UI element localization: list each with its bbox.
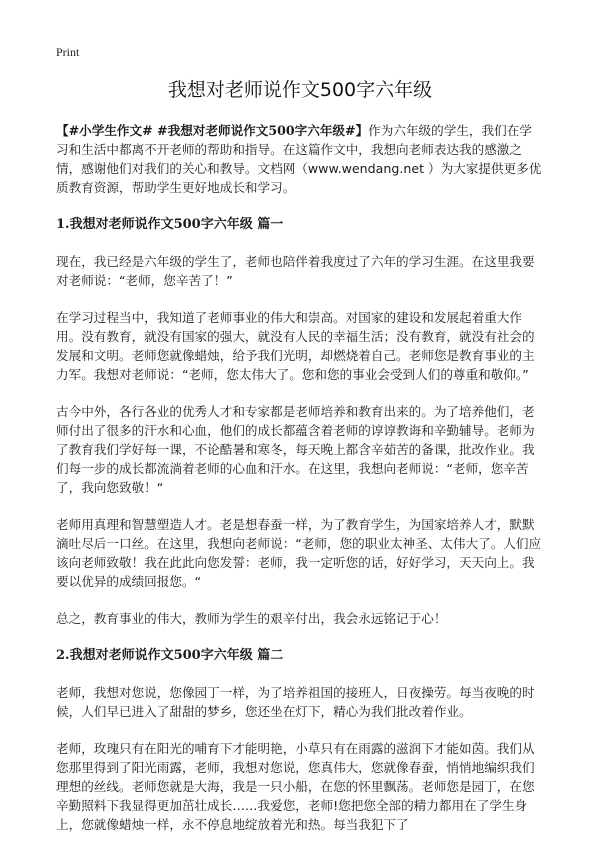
section-2-paragraph: 老师，我想对您说，您像园丁一样，为了培养祖国的接班人，日夜操劳。每当夜晚的时候，人们早已进入了甜甜的梦乡，您还坐在灯下，精心为我们批改着作业。 bbox=[56, 685, 535, 719]
section-1-paragraph: 古今中外，各行各业的优秀人才和专家都是老师培养和教育出来的。为了培养他们，老师付出了很多的汗水和心血，他们的成长都蕴含着老师的谆谆教诲和辛勤辅导。老师为了教育我们学好每一课，不论酷暑和寒冬，每天晚上都含辛茹苦的备课，批改作业。我们每一步的成长都流淌着老师的心血和汗水。在这里，我想向老师说：“老师，您辛苦了，我向您致敬！“ bbox=[56, 404, 535, 495]
article-body bbox=[56, 121, 544, 852]
section-2-paragraph: 老师，玫瑰只有在阳光的哺育下才能明艳，小草只有在雨露的滋润下才能如茵。我们从您那里得到了阳光雨露，老师，我想对您说，您真伟大，您就像春蚕，悄悄地编织我们理想的丝线。老师您就是大海，我是一只小船，在您的怀里飘荡。老师您是园丁，在您辛勤照料下我显得更加茁壮成长……我爱您，老师!您把您全部的精力都用在了学生身上，您就像蜡烛一样，永不停息地绽放着光和热。每当我犯下了 bbox=[56, 741, 535, 832]
print-label[interactable]: Print bbox=[56, 45, 80, 59]
page-title: 我想对老师说作文500字六年级 bbox=[167, 79, 433, 101]
section-heading-1: 1.我想对老师说作文500字六年级 篇一 bbox=[56, 217, 284, 232]
section-1-paragraph: 老师用真理和智慧塑造人才。老是想春蚕一样，为了教育学生，为国家培养人才，默默滴吐尽后一口丝。在这里，我想向老师说：“老师，您的职业太神圣、太伟大了。人们应该向老师致敬！我在此此向您发誓：老师，我一定听您的话，好好学习，天天向上。我要以优异的成绩回报您。“ bbox=[56, 517, 542, 589]
intro-tags[interactable]: 【#小学生作文# #我想对老师说作文500字六年级#】 bbox=[56, 123, 369, 138]
section-heading-2: 2.我想对老师说作文500字六年级 篇二 bbox=[56, 648, 284, 663]
intro-paragraph bbox=[56, 121, 544, 197]
section-1-paragraph: 总之，教育事业的伟大，教师为学生的艰辛付出，我会永远铭记于心！ bbox=[56, 611, 447, 626]
section-1-paragraph: 在学习过程当中，我知道了老师事业的伟大和崇高。对国家的建设和发展起着重大作用。没有教育，就没有国家的强大，就没有人民的幸福生活；没有教育，就没有社会的发展和文明。老师您就像蜡烛，给予我们光明，却燃烧着自己。老师您是教育事业的主力军。我想对老师说：“老师，您太伟大了。您和您的事业会受到人们的尊重和敬仰。” bbox=[56, 310, 535, 382]
section-1-paragraph: 现在，我已经是六年级的学生了，老师也陪伴着我度过了六年的学习生涯。在这里我要对老师说：“老师，您辛苦了！” bbox=[56, 254, 535, 288]
intro-text: 作为六年级的学生，我们在学习和生活中都离不开老师的帮助和指导。在这篇作文中，我想向老师表达我的感激之情，感谢他们对我们的关心和教导。文档网（www.wendang.net ）为大家提供更多优质教育资源，帮助学生更好地成长和学习。 bbox=[56, 123, 542, 195]
